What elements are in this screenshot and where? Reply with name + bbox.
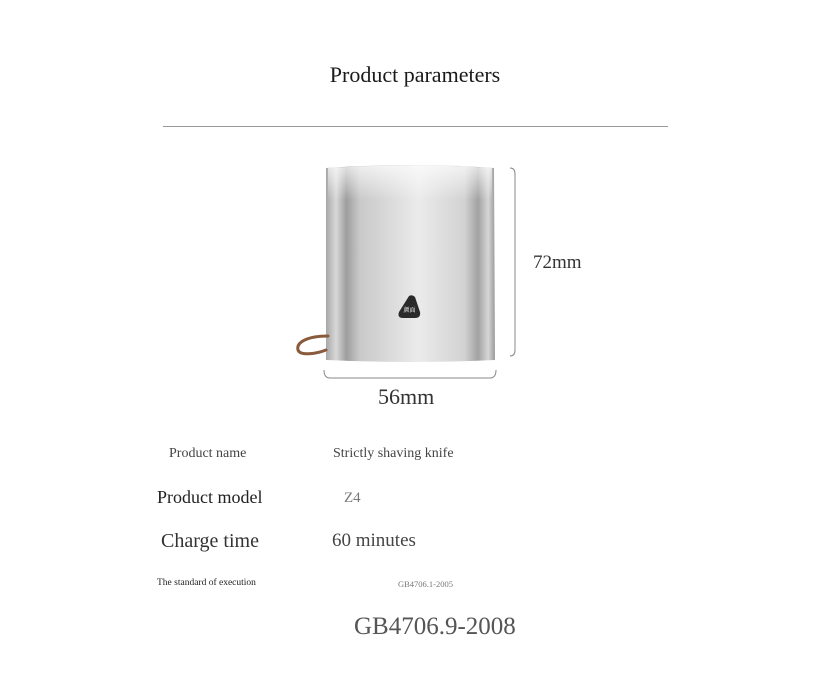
- spec-value-extra-standard: GB4706.9-2008: [354, 613, 516, 640]
- strap-loop: [298, 336, 328, 354]
- spec-value-product-model: Z4: [344, 490, 361, 506]
- page-title: Product parameters: [329, 62, 501, 87]
- spec-value-product-name: Strictly shaving knife: [333, 446, 454, 461]
- width-dimension-bracket: [324, 370, 496, 378]
- product-illustration: [290, 160, 530, 390]
- brand-logo-text: 颜面: [403, 307, 416, 314]
- spec-label-product-model: Product model: [157, 487, 263, 507]
- spec-value-charge-time: 60 minutes: [332, 530, 416, 551]
- title-divider: [163, 126, 668, 127]
- height-dimension-label: 72mm: [533, 252, 582, 273]
- razor-top-highlight: [328, 166, 492, 201]
- spec-label-execution-standard: The standard of execution: [157, 578, 256, 588]
- width-dimension-label: 56mm: [378, 384, 435, 409]
- spec-value-execution-standard: GB4706.1-2005: [398, 579, 454, 589]
- height-dimension-bracket: [510, 168, 515, 356]
- spec-label-product-name: Product name: [169, 446, 247, 461]
- spec-label-charge-time: Charge time: [161, 530, 259, 552]
